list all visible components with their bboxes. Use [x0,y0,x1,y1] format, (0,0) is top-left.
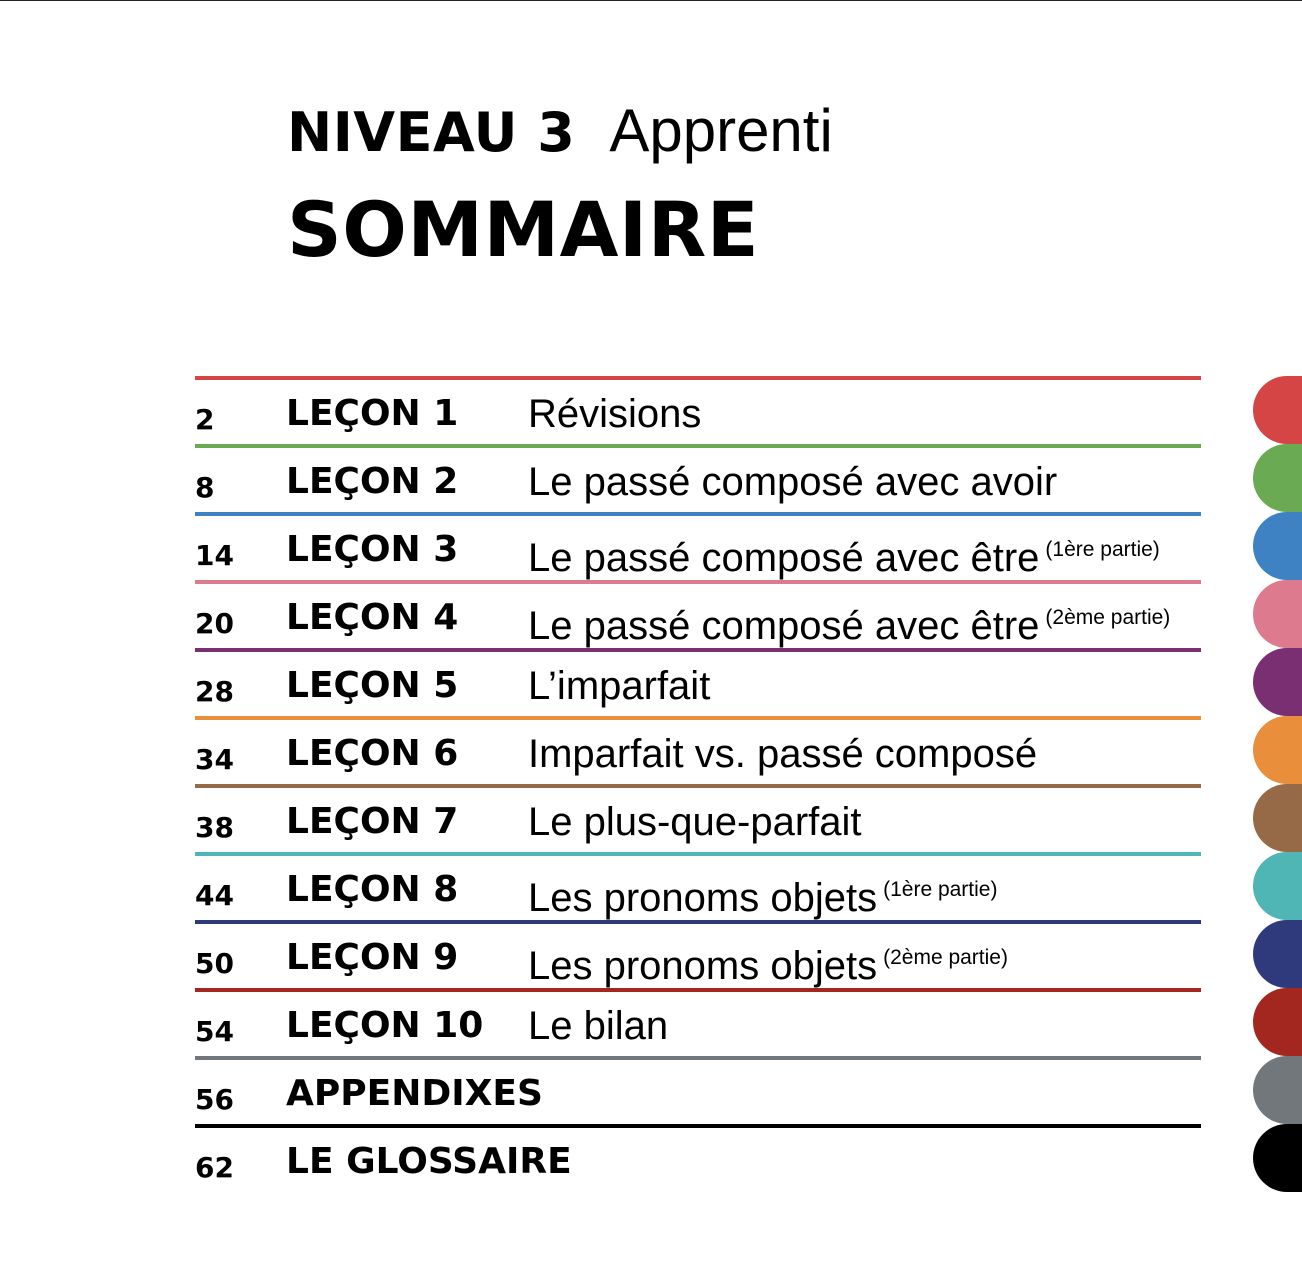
toc-row[interactable] [195,512,1201,580]
toc-lesson-label: LEÇON 7 [286,801,459,842]
toc-row[interactable] [195,648,1201,716]
toc-row[interactable] [195,920,1201,988]
toc-page-number: 28 [195,675,234,708]
page-header [287,96,833,274]
section-tab[interactable] [1253,852,1302,920]
level-line [287,96,833,176]
toc-page-number: 20 [195,607,234,640]
toc-topic-text: Le passé composé avec avoir [528,460,1058,504]
toc-topic-text: Le bilan [528,1004,669,1048]
section-tab[interactable] [1253,1124,1302,1192]
toc-page-number: 62 [195,1151,234,1184]
toc-topic [528,1003,668,1049]
top-rule [0,0,1302,1]
toc-topic [528,527,1160,581]
section-tab[interactable] [1253,648,1302,716]
toc-topic-text: L’imparfait [528,664,711,708]
toc-topic [528,595,1170,649]
toc-row[interactable] [195,988,1201,1056]
section-tab[interactable] [1253,988,1302,1056]
page-title: SOMMAIRE [287,185,760,274]
toc-row[interactable] [195,580,1201,648]
toc-lesson-label: LEÇON 1 [286,393,459,434]
toc-topic-text: Les pronoms objets [528,876,878,920]
toc-topic-note: (1ère partie) [1045,538,1160,561]
toc-lesson-label: LE GLOSSAIRE [286,1141,572,1182]
toc-row[interactable] [195,444,1201,512]
toc-lesson-label: LEÇON 4 [286,597,459,638]
level-label: NIVEAU 3 [287,101,576,164]
section-tab[interactable] [1253,716,1302,784]
toc-topic [528,459,1057,505]
toc-page-number: 54 [195,1015,234,1048]
toc-row[interactable] [195,1124,1201,1192]
toc-page-number: 38 [195,811,234,844]
toc-page-number: 56 [195,1083,234,1116]
toc-lesson-label: LEÇON 10 [286,1005,484,1046]
toc-topic-text: Le passé composé avec être [528,536,1040,580]
toc-topic-text: Imparfait vs. passé composé [528,732,1038,776]
section-tab[interactable] [1253,580,1302,648]
toc-topic [528,391,701,437]
toc-page-number: 8 [195,471,215,504]
toc-page-number: 44 [195,879,234,912]
toc-row[interactable] [195,716,1201,784]
section-tab[interactable] [1253,1056,1302,1124]
toc-lesson-label: LEÇON 8 [286,869,459,910]
toc-lesson-label: LEÇON 5 [286,665,459,706]
toc-topic-note: (1ère partie) [883,878,998,901]
section-tab[interactable] [1253,512,1302,580]
toc-topic-text: Les pronoms objets [528,944,878,988]
toc-topic [528,663,710,709]
toc-page-number: 50 [195,947,234,980]
toc-topic-text: Révisions [528,392,702,436]
toc-topic-text: Le plus-que-parfait [528,800,862,844]
toc-topic [528,935,1008,989]
toc-page-number: 2 [195,403,215,436]
table-of-contents [195,376,1201,1192]
toc-row[interactable] [195,376,1201,444]
toc-lesson-label: LEÇON 9 [286,937,459,978]
section-tab[interactable] [1253,920,1302,988]
toc-row[interactable] [195,852,1201,920]
toc-topic-note: (2ème partie) [883,946,1008,969]
toc-lesson-label: LEÇON 6 [286,733,459,774]
toc-topic-note: (2ème partie) [1045,606,1171,629]
toc-row[interactable] [195,784,1201,852]
toc-topic [528,731,1037,777]
toc-lesson-label: LEÇON 3 [286,529,459,570]
toc-topic-text: Le passé composé avec être [528,604,1040,648]
section-tab[interactable] [1253,376,1302,444]
toc-topic [528,867,997,921]
toc-row[interactable] [195,1056,1201,1124]
section-tab[interactable] [1253,784,1302,852]
level-name: Apprenti [609,97,833,164]
toc-lesson-label: APPENDIXES [286,1073,543,1114]
toc-lesson-label: LEÇON 2 [286,461,459,502]
toc-page-number: 34 [195,743,234,776]
section-tab[interactable] [1253,444,1302,512]
toc-topic [528,799,862,845]
toc-page-number: 14 [195,539,234,572]
